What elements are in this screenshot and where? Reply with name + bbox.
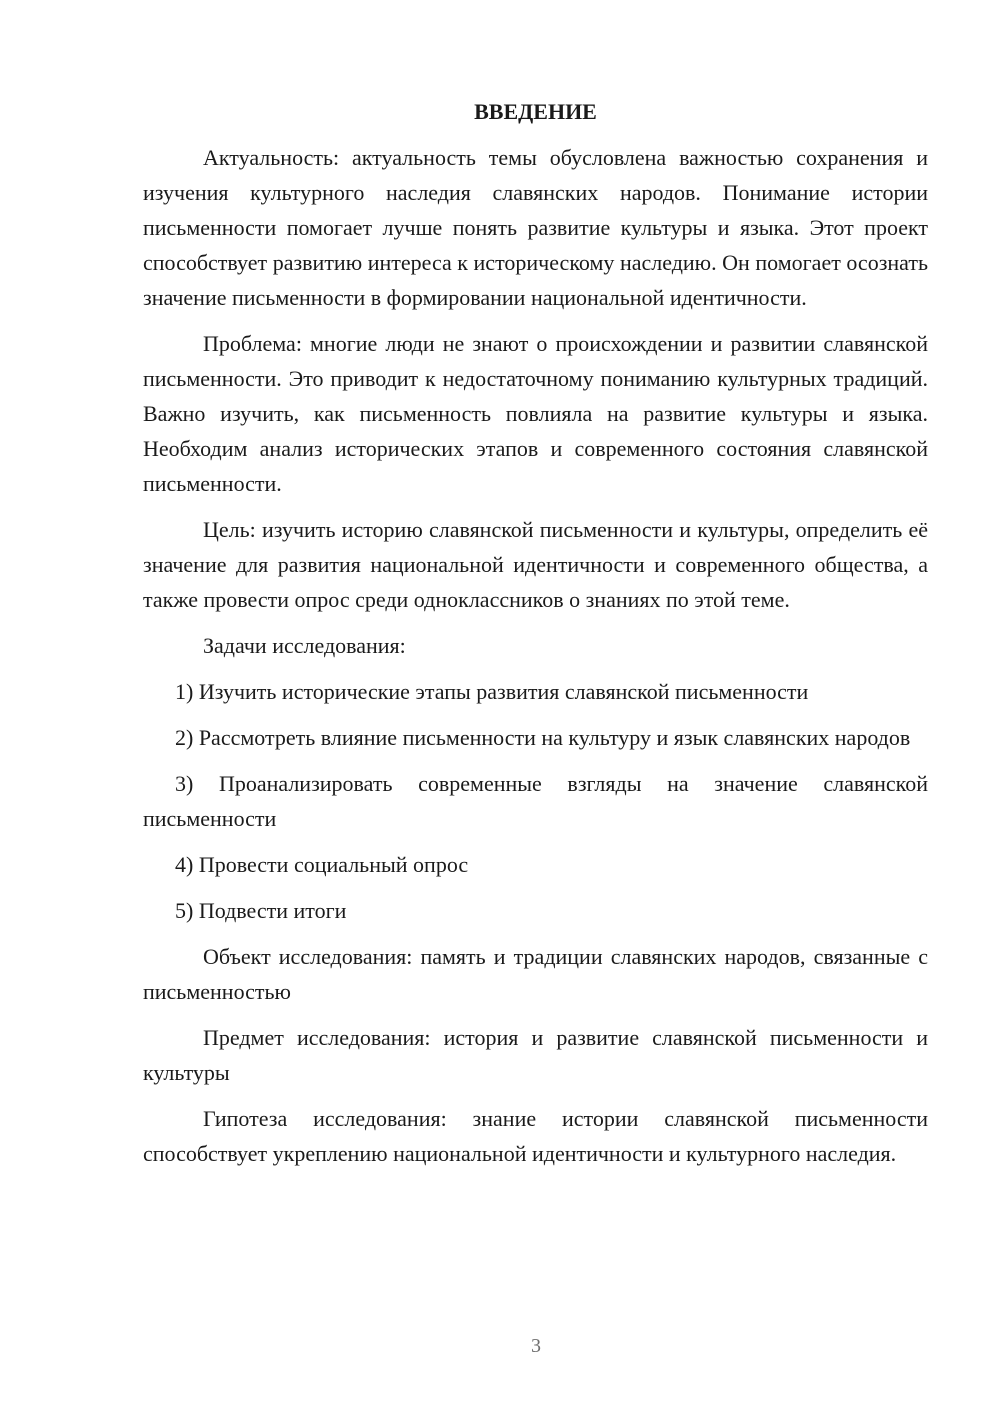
section-title: ВВЕДЕНИЕ [474, 99, 597, 124]
task-item-2: 2) Рассмотреть влияние письменности на культуру и язык славянских народов [175, 725, 911, 750]
task-item-3: 3) Проанализировать современные взгляды на значение славянской письменности [143, 771, 928, 831]
page-number: 3 [531, 1335, 541, 1357]
page-content [143, 94, 928, 1171]
subject-paragraph: Предмет исследования: история и развитие славянской письменности и культуры [143, 1025, 928, 1085]
task-item-4: 4) Провести социальный опрос [175, 852, 469, 877]
problem-paragraph: Проблема: многие люди не знают о происхождении и развитии славянской письменности. Это приводит к недостаточному пониманию культурных традиций. Важно изучить, как письменность повлияла на развитие культуры и языка. Необходим анализ исторических этапов и современного состояния славянской письменности. [143, 331, 928, 496]
task-item-1: 1) Изучить исторические этапы развития славянской письменности [175, 679, 809, 704]
task-item-5: 5) Подвести итоги [175, 898, 347, 923]
relevance-paragraph: Актуальность: актуальность темы обусловлена важностью сохранения и изучения культурного наследия славянских народов. Понимание истории письменности помогает лучше понять развитие культуры и языка. Этот проект способствует развитию интереса к историческому наследию. Он помогает осознать значение письменности в формировании национальной идентичности. [143, 145, 928, 310]
object-paragraph: Объект исследования: память и традиции славянских народов, связанные с письменностью [143, 944, 928, 1004]
tasks-heading: Задачи исследования: [203, 633, 406, 658]
goal-paragraph: Цель: изучить историю славянской письменности и культуры, определить её значение для развития национальной идентичности и современного общества, а также провести опрос среди одноклассников о знаниях по этой теме. [143, 517, 928, 612]
hypothesis-paragraph: Гипотеза исследования: знание истории славянской письменности способствует укреплению национальной идентичности и культурного наследия. [143, 1106, 928, 1166]
